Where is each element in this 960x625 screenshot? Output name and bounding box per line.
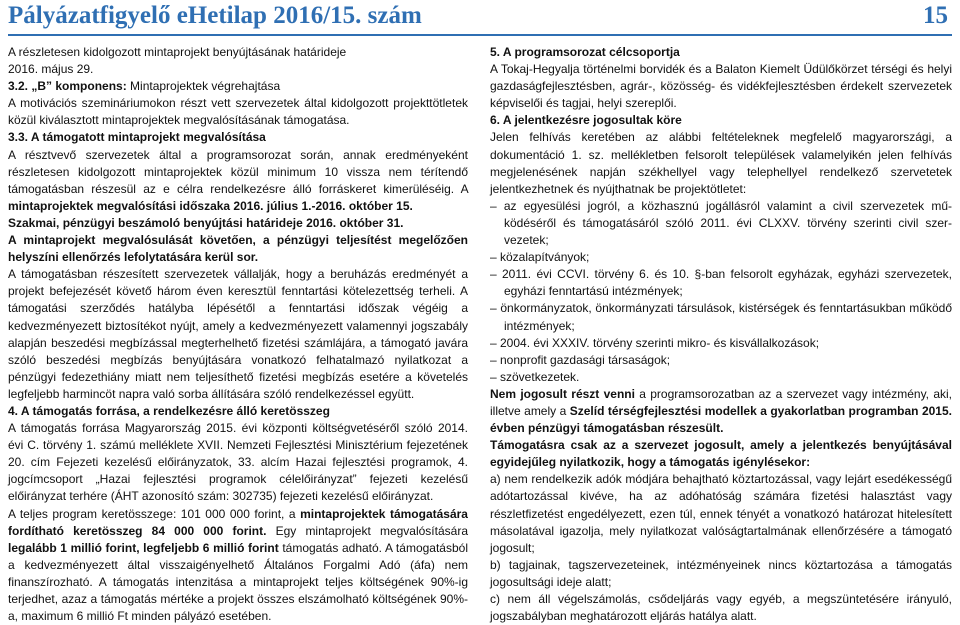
motivation-text: A motivációs szemináriumokon részt vett szervezetek által kidolgozott projekttötletek közül kiválasztott mintaprojektek megvalósításának támogatása. bbox=[8, 96, 468, 128]
list-item: – 2011. évi CCVI. törvény 6. és 10. §-ban felsorolt egyházak, egyházi szervezetek, egyházi fenntartású intézmények; bbox=[490, 267, 952, 299]
list-item: – szövetkezetek. bbox=[490, 369, 580, 384]
budget-amount: mintaprojektek támogatására fordítható keretösszeg 84 000 000 forint. bbox=[8, 506, 468, 538]
page-header bbox=[8, 0, 952, 38]
exclusion-program: Szelíd térségfejlesztési modellek a gyakorlatban programban 2015. évben pénzügyi támogatásban részesült. bbox=[490, 403, 952, 436]
right-column bbox=[490, 44, 952, 625]
section-6-text: Jelen felhívás keretében az alábbi feltételeknek megfelelő magyarországi, a dokumentáció 1. sz. mellékletben felsorolt települések valamelyikén jelen felhívás megjelenésének napján székhellyel vagy telephellyel rendelkező szervetetek jelentkezhetnek és nyújthatnak be projektötletet: bbox=[490, 130, 952, 196]
condition-a: a) nem rendelkezik adók módjára behajtható köztartozással, vagy lejárt esedékességű adótartozással kivéve, ha az adóhatóság számára fizetési halasztást vagy részletfizetést engedélyezett, ezen túl, ennek tényét a vonatkozó határozat hitelesített másolatával igazolja, mely nyilatkozat valóságtartalmának ellenőrzésére a támogató jogosult; bbox=[490, 472, 952, 555]
eligibility-heading: Támogatásra csak az a szervezet jogosult, amely a jelentkezés benyújtásával egyidejűleg nyilatkozik, hogy a támogatás igénylésekor: bbox=[490, 438, 952, 470]
implementation-period: mintaprojektek megvalósítási időszaka 2016. július 1.-2016. október 15. bbox=[8, 198, 413, 213]
left-column bbox=[8, 44, 468, 625]
budget-pre: A teljes program keretösszege: 101 000 000 forint, a bbox=[8, 506, 301, 521]
section-3-3-heading: 3.3. A támogatott mintaprojekt megvalósítása bbox=[8, 130, 266, 145]
page-number: 15 bbox=[923, 2, 948, 29]
section-3-3-text: A résztvevő szervezetek által a programsorozat során, annak eredményeként részletesen kidolgozott mintaprojektek közül minimum 10 vissza nem térítendő támogatásban részesül az e célra rendelkezésre álló forráskeret kimerüléséig. A bbox=[8, 147, 468, 196]
exclusion-note bbox=[490, 386, 952, 437]
component-b-heading bbox=[8, 78, 468, 95]
section-6-heading: 6. A jelentkezésre jogosultak köre bbox=[490, 113, 682, 128]
condition-c: c) nem áll végelszámolás, csődeljárás vagy egyéb, a megszüntetésére irányuló, jogszabályban meghatározott eljárás hatálya alatt. bbox=[490, 592, 952, 624]
budget-range: legalább 1 millió forint, legfeljebb 6 millió forint bbox=[8, 540, 279, 555]
list-item: – közalapítványok; bbox=[490, 250, 590, 265]
condition-b: b) tagjainak, tagszervezeteinek, intézményeinek nincs köztartozása a támogatás jogosultsági ideje alatt; bbox=[490, 557, 952, 589]
list-item: – 2004. évi XXXIV. törvény szerinti mikro- és kisvállalkozások; bbox=[490, 335, 820, 350]
component-b-label: „B” komponens: bbox=[31, 79, 127, 94]
exclusion-lead: Nem jogosult részt venni bbox=[490, 386, 635, 401]
list-item: – nonprofit gazdasági társaságok; bbox=[490, 352, 671, 367]
publication-title: Pályázatfigyelő eHetilap 2016/15. szám bbox=[8, 2, 422, 29]
header-rule bbox=[8, 34, 952, 36]
budget-paragraph bbox=[8, 506, 468, 625]
component-b-rest: Mintaprojektek végrehajtása bbox=[126, 79, 281, 94]
section-5-heading: 5. A programsorozat célcsoportja bbox=[490, 45, 680, 59]
section-3-3-block bbox=[8, 129, 468, 214]
section-4-heading: 4. A támogatás forrása, a rendelkezésre álló keretösszeg bbox=[8, 403, 330, 418]
deadline-date: 2016. május 29. bbox=[8, 62, 94, 77]
list-item: – az egyesülési jogról, a közhasznú jogállásról valamint a civil szervezetek működéséről és támogatásáról szóló 2011. évi CLXXV. törvény szerinti civil szervezetek; bbox=[490, 198, 952, 248]
section-5-text: A Tokaj-Hegyalja történelmi borvidék és a Balaton Kiemelt Üdülőkörzet térségi és helyi gazdaságfejlesztésben, agrár-, közösség- és vidékfejlesztésben érdekelt szervezetek képviselői és tagjai, helyi szereplői. bbox=[490, 62, 952, 111]
verification-note: A mintaprojekt megvalósulását követően, a pénzügyi teljesítést megelőzően helyszíni ellenőrzés lefolytatására kerül sor. bbox=[8, 233, 468, 265]
budget-post: támogatás adható. A támogatásból a kedvezményezett által visszaigényelhető Általános Forgalmi Adó (áfa) nem finanszírozható. A támogatás intenzitása a mintaprojekt teljes költségének 90%-ig terjedhet, azaz a támogatás mértéke a projekt összes elszámolható költségének 90%-a, maximum 6 millió Ft minden pályázó esetében. bbox=[8, 540, 468, 624]
section-4-text: A támogatás forrása Magyarország 2015. évi központi költségvetéséről szóló 2014. évi C. törvény 1. számú melléklete XVII. Nemzeti Fejlesztési Minisztérium fejezetének 20. cím Fejezeti kezelésű előirányzatok, 33. alcím Hazai fejlesztési programok, 4. jogcímcsoport „Hazai fejlesztési programok célelőirányzat” fejezeti kezelésű előirányzat terhére (ÁHT azonosító szám: 302735) fejezeti kezelésű előirányzat. bbox=[8, 421, 468, 504]
exclusion-mid: a programsorozatban az a szervezet vagy intézmény, aki, illetve amely a bbox=[490, 386, 952, 418]
maintenance-text: A támogatásban részesített szervezetek vállalják, hogy a beruházás eredményét a projekt befejezését követő három éven keresztül fenntartási kötelezettség terheli. A támogatási szerződés hatályba lépésétől a fenntartási időszak végéig a kedvezményezett biztosítékot nyújt, amely a kedvezményezett valamennyi jogszabály alapján beszedési megbízással megterhelhető fizetési számlájára, a támogató javára szóló beszedési megbízás benyújtására vonatkozó felhatalmazó nyilatkozat a pénzügyi fedezethiány miatt nem teljesíthető fizetési megbízás esetére a követelés legfeljebb harmincöt napra való sorba állítására szóló rendelkezéssel együtt. bbox=[8, 267, 468, 401]
report-deadline: Szakmai, pénzügyi beszámoló benyújtási határideje 2016. október 31. bbox=[8, 215, 404, 230]
list-item: – önkormányzatok, önkormányzati társulások, kistérségek és fenntartásukban működő intézmények; bbox=[490, 301, 952, 333]
component-b-number: 3.2. bbox=[8, 79, 32, 94]
budget-mid: Egy mintaprojekt megvalósítására bbox=[266, 523, 468, 538]
deadline-heading: A részletesen kidolgozott mintaprojekt benyújtásának határideje bbox=[8, 45, 347, 59]
